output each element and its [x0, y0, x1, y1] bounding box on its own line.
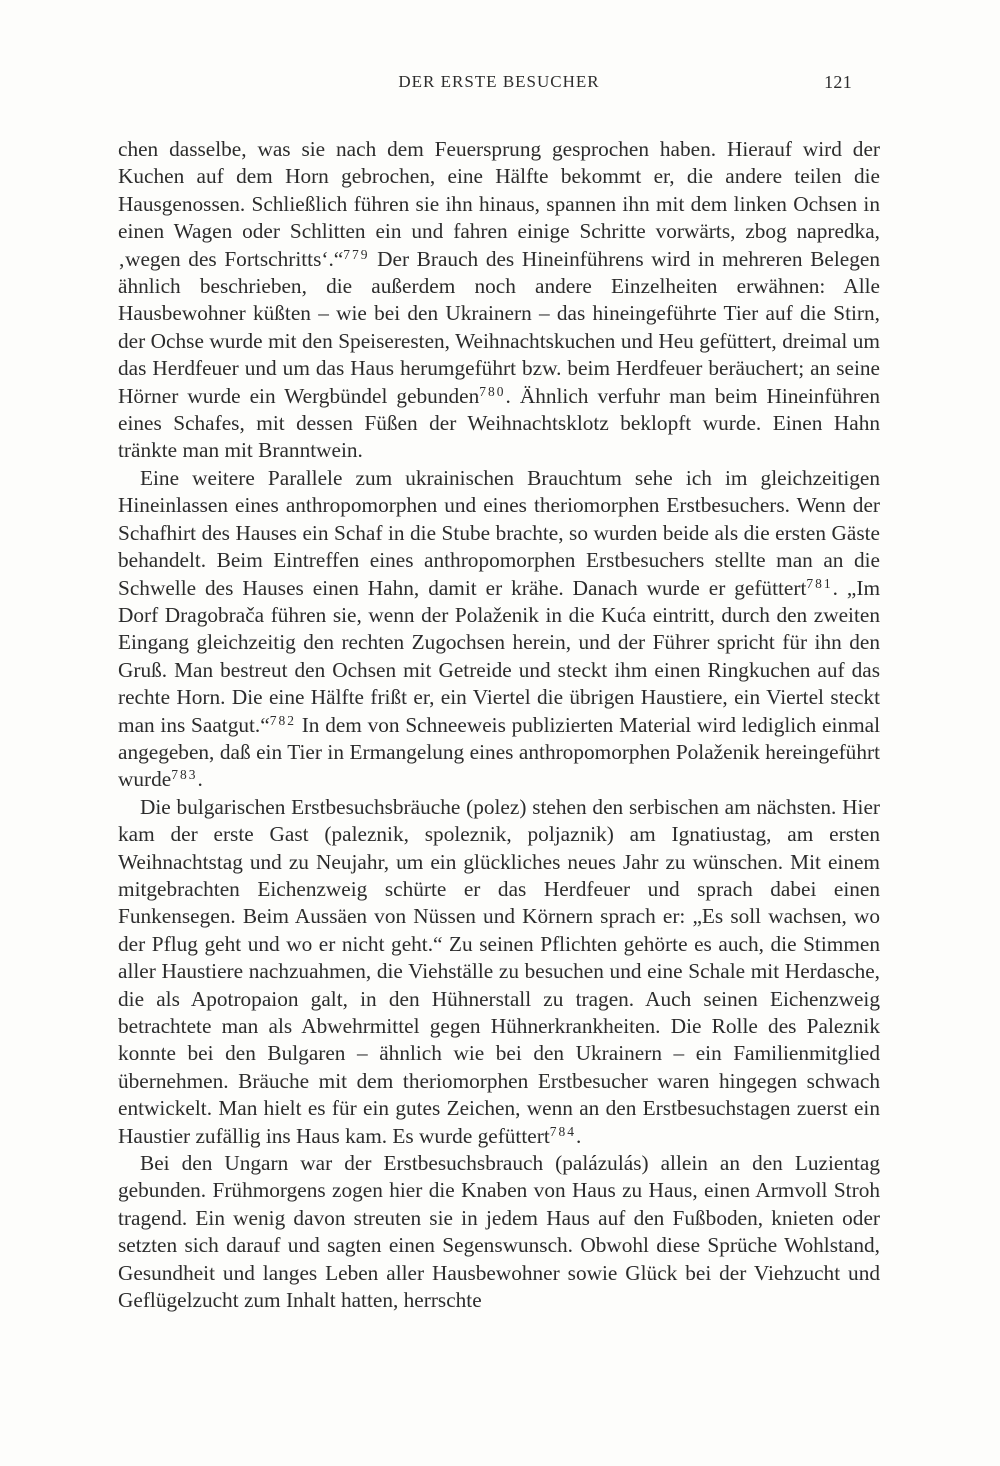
paragraph-text: Die bulgarischen Erstbesuchsbräuche (polez) stehen den serbischen am nächsten. Hier kam der erste Gast (paleznik, spoleznik, poljaznik) am Ignatiustag, am ersten Weihnachtstag und zu Neujahr, um ein glückliches neues Jahr zu wünschen. Mit einem mitgebrachten Eichenzweig schürte er das Herdfeuer und sprach dabei einen Funkensegen. Beim Aussäen von Nüssen und Körnern sprach er: „Es soll wachsen, wo der Pflug geht und wo er nicht geht.“ Zu seinen Pflichten gehörte es auch, die Stimmen aller Haustiere nachzuahmen, die Viehställe zu besuchen und eine Schale mit Herdasche, die als Apotropaion galt, in den Hühnerstall zu tragen. Auch seinen Eichenzweig betrachtete man als Abwehrmittel gegen Hühnerkrankheiten. Die Rolle des Paleznik konnte bei den Bulgaren – ähnlich wie bei den Ukrainern – ein Familienmitglied übernehmen. Bräuche mit dem theriomorphen Erstbesucher waren hingegen schwach entwickelt. Man hielt es für ein gutes Zeichen, wenn an den Erstbesuchstagen zuerst ein Haustier zufällig ins Haus kam. Es wurde gefüttert	[118, 794, 880, 1148]
paragraph-text: Der Brauch des Hineinführens wird in mehreren Belegen ähnlich beschrieben, die außerdem noch andere Einzelheiten erwähnen: Alle Hausbewohner küßten – wie bei den Ukrainern – das hineingeführte Tier auf die Stirn, der Ochse wurde mit den Speiseresten, Weihnachtskuchen und Heu gefüttert, dreimal um das Herdfeuer und um das Haus herumgeführt bzw. beim Herdfeuer beräuchert; an seine Hörner wurde ein Wergbündel gebunden	[118, 246, 880, 408]
paragraph-text: Bei den Ungarn war der Erstbesuchsbrauch (palázulás) allein an den Luzientag gebunden. Frühmorgens zogen hier die Knaben von Haus zu Haus, einen Armvoll Stroh tragend. Ein wenig davon streuten sie in jedem Haus auf den Fußboden, knieten oder setzten sich darauf und sagten einen Segenswunsch. Obwohl diese Sprüche Wohlstand, Gesundheit und langes Leben aller Hausbewohner sowie Glück bei der Viehzucht und Geflügelzucht zum Inhalt hatten, herrschte	[118, 1151, 880, 1313]
paragraph-text: In dem von Schneeweis publizierten Material wird lediglich einmal angegeben, daß ein Tier in Ermangelung eines anthropomorphen Polaženik hereingeführt wurde	[118, 712, 881, 792]
paragraph-text: . Ähnlich verfuhr man beim Hineinführen eines Schafes, mit dessen Füßen der Weihnachtsklotz beklopft wurde. Einen Hahn tränkte man mit Branntwein.	[118, 383, 881, 463]
paragraph-text: .	[575, 1123, 582, 1148]
paragraph-text: chen dasselbe, was sie nach dem Feuersprung gesprochen haben. Hierauf wird der Kuchen auf dem Horn gebrochen, eine Hälfte bekommt er, die andere teilen die Hausgenossen. Schließlich führen sie ihn hinaus, spannen ihn mit dem linken Ochsen in einen Wagen oder Schlitten ein und fahren einige Schritte vorwärts, zbog napredka, ‚wegen des Fortschritts‘.“	[118, 137, 880, 271]
paragraph-text: Eine weitere Parallele zum ukrainischen Brauchtum sehe ich im gleichzeitigen Hineinlassen eines anthropomorphen und eines theriomorphen Erstbesuchers. Wenn der Schafhirt des Hauses ein Schaf in die Stube brachte, so wurden beide als die ersten Gäste behandelt. Beim Eintreffen eines anthropomorphen Erstbesuchers stellte man an die Schwelle des Hauses einen Hahn, damit er krähe. Danach wurde er gefüttert	[118, 465, 880, 600]
footnote-ref: 781	[806, 575, 833, 591]
paragraph-1	[118, 136, 880, 465]
paragraph-text: . „Im Dorf Dragobrača führen sie, wenn der Polaženik in die Kuća eintritt, durch den zweiten Eingang gleichzeitig den rechten Zugochsen herein, und der Führer spricht für ihn den Gruß. Man bestreut den Ochsen mit Getreide und steckt ihm einen Ringkuchen auf das rechte Horn. Die eine Hälfte frißt er, ein Viertel die übrigen Haustiere, ein Viertel steckt man ins Saatgut.“	[118, 575, 881, 737]
footnote-ref: 780	[479, 383, 506, 399]
footnote-ref: 783	[171, 767, 198, 783]
page-number: 121	[824, 72, 852, 92]
footnote-ref: 779	[343, 246, 370, 262]
footnote-ref: 782	[269, 712, 296, 728]
paragraph-4	[118, 1150, 880, 1314]
footnote-ref: 784	[549, 1123, 576, 1139]
running-title: DER ERSTE BESUCHER	[398, 72, 600, 91]
paragraph-text: .	[197, 767, 203, 792]
paragraph-2	[118, 465, 880, 794]
running-header	[118, 72, 880, 98]
body-text	[118, 136, 880, 1314]
paragraph-3	[118, 794, 880, 1150]
